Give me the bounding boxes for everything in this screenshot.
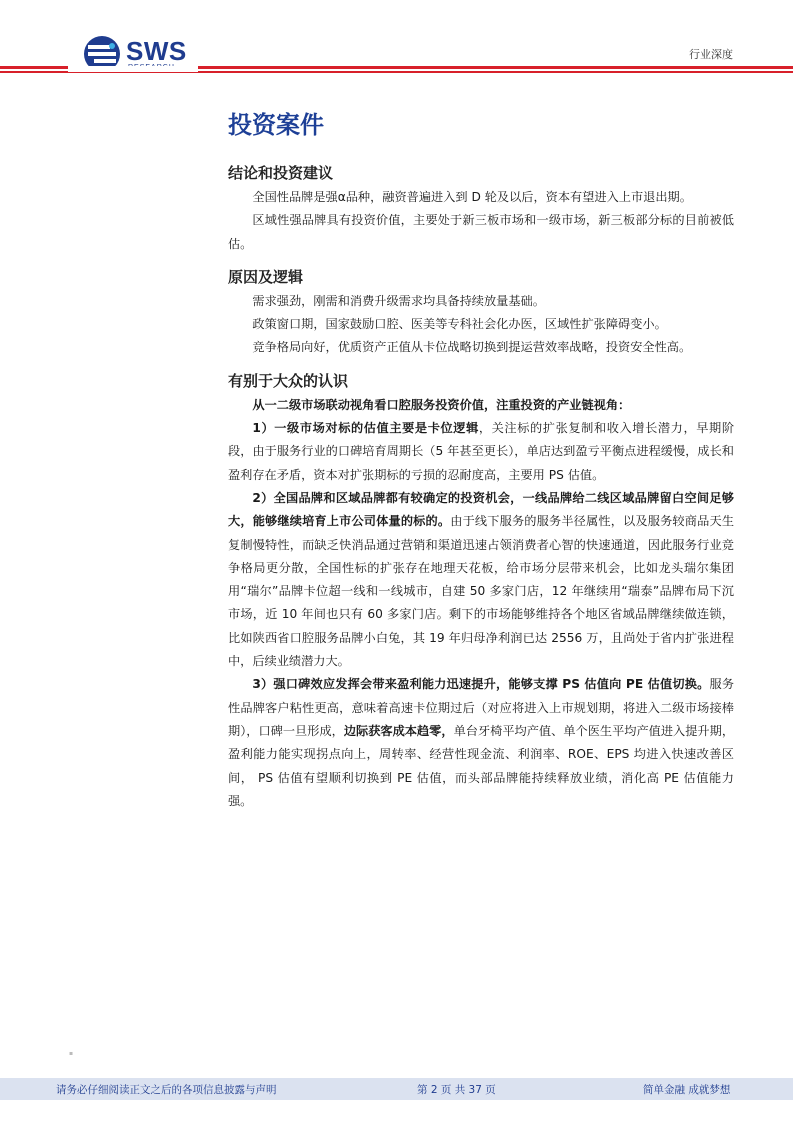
footer-mark: ▪: [69, 1050, 74, 1057]
paragraph: 需求强劲，刚需和消费升级需求均具备持续放量基础。: [252, 293, 545, 308]
point-1-text: ，关注标的扩张复制和收入增长潜力，早期阶段，由于服务行业的口碑培育周期长（5 年甚至更长），单店达到盈亏平衡点进程缓慢，成长和盈利存在矛盾，资本对扩张期标的亏损的忍耐度高，主要用 PS 估值。: [228, 421, 735, 482]
footer-disclaimer: 请务必仔细阅读正文之后的各项信息披露与声明: [56, 1084, 277, 1096]
point-paragraph-3: [228, 673, 734, 813]
paragraph: 政策窗口期，国家鼓励口腔、医美等专科社会化办医，区域性扩张障碍变小。: [252, 317, 667, 332]
header-rule-gap: [68, 66, 198, 72]
main-content: [228, 108, 734, 813]
footer-bar: [0, 1078, 793, 1100]
logo-text: SWS: [126, 36, 187, 66]
footer-page-info: 第 2 页 共 37 页: [417, 1084, 496, 1096]
footer-slogan: 简单金融 成就梦想: [643, 1084, 731, 1096]
point-3-text-b: 单台牙椅平均产值、单个医生平均产值进入提升期，盈利能力能实现拐点向上，周转率、经营性现金流、利润率、ROE、EPS 均进入快速改善区间， PS 估值有望顺利切换到 PE 估值，而头部品牌能持续释放业绩，消化高 PE 估值能力强。: [228, 723, 735, 808]
lead-paragraph: 从一二级市场联动视角看口腔服务投资价值，注重投资的产业链视角：: [252, 397, 631, 412]
page-title: 投资案件: [228, 111, 324, 139]
document-type-label: 行业深度: [689, 48, 733, 61]
point-3-bold-b: 边际获客成本趋零，: [343, 723, 454, 738]
paragraph: 全国性品牌是强α品种，融资普遍进入到 D 轮及以后，资本有望进入上市退出期。: [252, 190, 692, 204]
point-paragraph-1: [228, 417, 734, 487]
paragraph: 区域性强品牌具有投资价值，主要处于新三板市场和一级市场，新三板部分标的目前被低估。: [228, 213, 734, 251]
point-2-bold: 2）全国品牌和区域品牌都有较确定的投资机会，一线品牌给二线区域品牌留白空间足够大，能够继续培育上市公司体量的标的。: [228, 490, 734, 529]
section-heading-conclusion: 结论和投资建议: [228, 164, 334, 182]
point-paragraph-2: [228, 487, 734, 673]
section-heading-reasons: 原因及逻辑: [228, 267, 304, 286]
point-2-text: 由于线下服务的服务半径属性，以及服务较商品天生复制慢特性，而缺乏快消品通过营销和渠道迅速占领消费者心智的快速通道，因此服务行业竞争格局更分散，全国性标的扩张存在地理天花板，给市场分层带来机会，比如龙头瑞尔集团用“瑞尔”品牌卡位超一线和一线城市，自建 50 多家门店，12 年继续用“瑞泰”品牌布局下沉市场，近 10 年间也只有 60 多家门店。剩下的市场能够维持各个地区省域品牌继续做连锁，比如陕西省口腔服务品牌小白兔，其 19 年归母净利润已达 2556 万，且尚处于省内扩张进程中，后续业绩潜力大。: [228, 514, 735, 669]
section-heading-differentiated-view: 有别于大众的认识: [228, 371, 349, 390]
point-3-bold: 3）强口碑效应发挥会带来盈利能力迅速提升，能够支撑 PS 估值向 PE 估值切换。: [252, 677, 710, 692]
point-3-text-a: 服务性品牌客户粘性更高，意味着高速卡位期过后（对应将进入上市规划期，将进入二级市场接棒期），口碑一旦形成，: [228, 677, 735, 738]
paragraph: 竞争格局向好，优质资产正值从卡位战略切换到提运营效率战略，投资安全性高。: [252, 340, 692, 355]
point-1-bold: 1）一级市场对标的估值主要是卡位逻辑: [252, 421, 479, 436]
